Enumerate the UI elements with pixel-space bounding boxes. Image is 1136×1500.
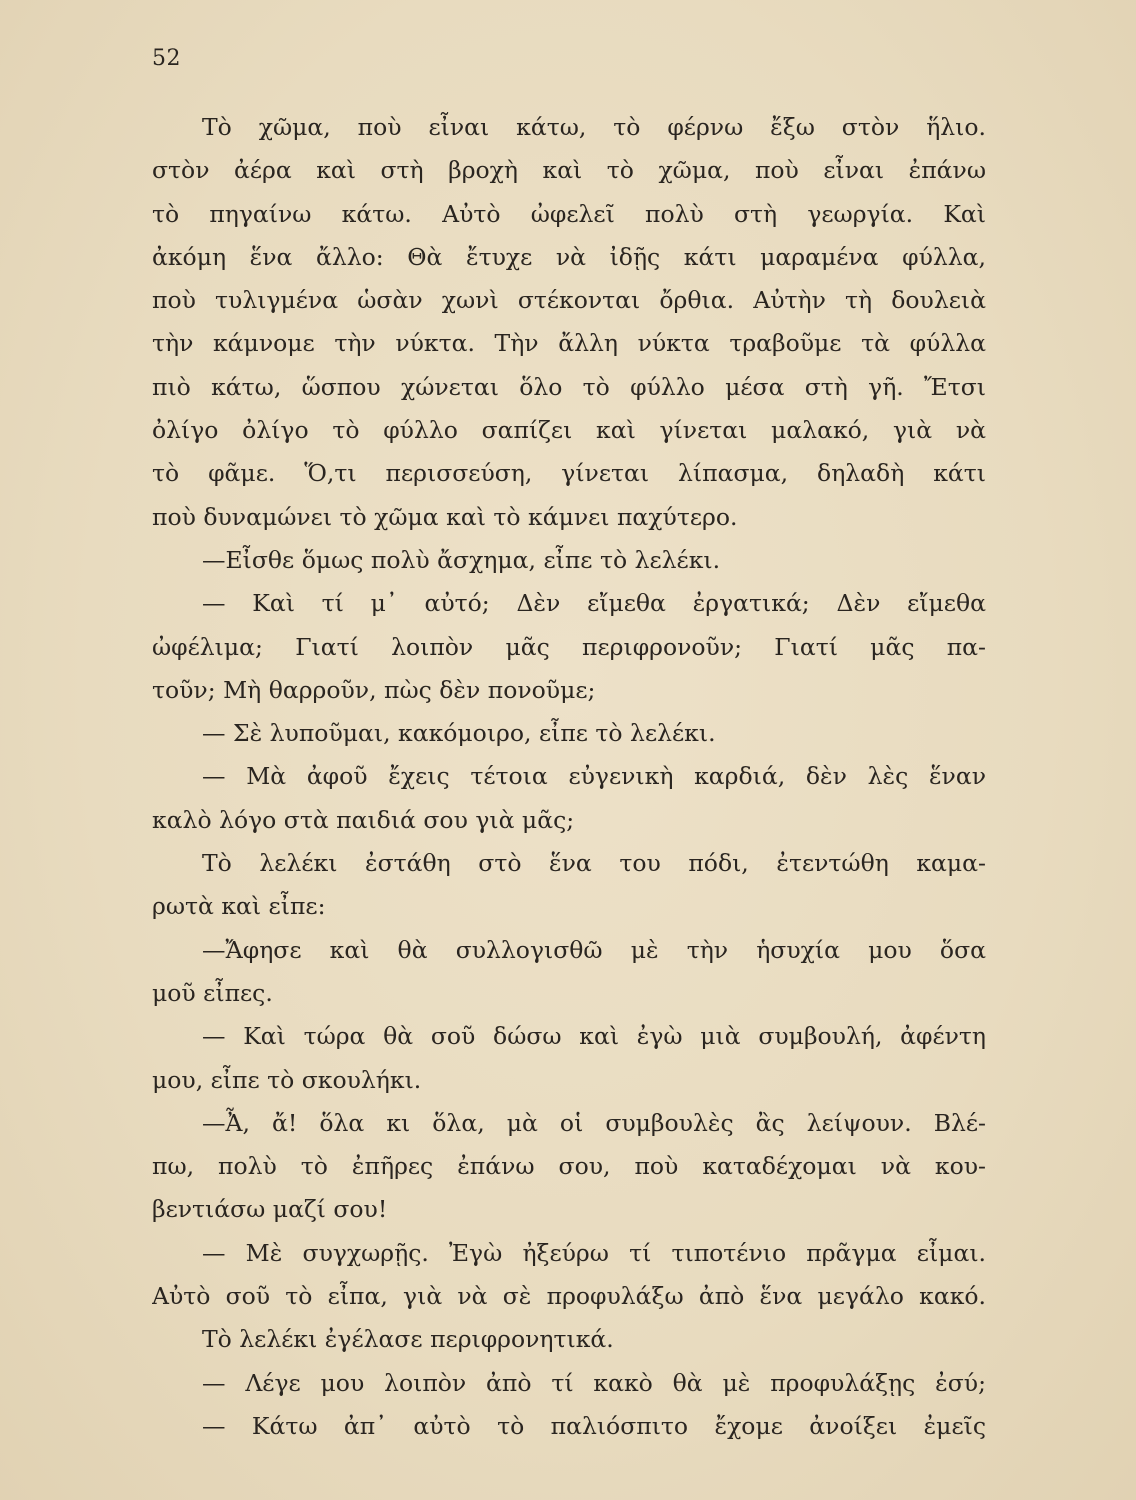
text-line: πω, πολὺ τὸ ἐπῆρες ἐπάνω σου, ποὺ καταδέχομαι νὰ κου-	[152, 1152, 986, 1181]
text-line: βεντιάσω μαζί σου!	[152, 1195, 388, 1224]
text-line: ὀλίγο ὀλίγο τὸ φύλλο σαπίζει καὶ γίνεται μαλακό, γιὰ νὰ	[152, 416, 986, 445]
text-line: —Ἄφησε καὶ θὰ συλλογισθῶ μὲ τὴν ἡσυχία μου ὅσα	[202, 935, 986, 964]
text-line: — Κάτω ἀπ᾿ αὐτὸ τὸ παλιόσπιτο ἔχομε ἀνοίξει ἐμεῖς	[202, 1411, 986, 1440]
text-line: τοῦν; Μὴ θαρροῦν, πὼς δὲν πονοῦμε;	[152, 675, 596, 704]
text-line: στὸν ἀέρα καὶ στὴ βροχὴ καὶ τὸ χῶμα, ποὺ εἶναι ἐπάνω	[152, 156, 986, 185]
text-line: Τὸ λελέκι ἐστάθη στὸ ἕνα του πόδι, ἐτεντώθη καμα-	[202, 849, 986, 878]
text-line: — Μὲ συγχωρῇς. Ἐγὼ ἠξεύρω τί τιποτένιο πρᾶγμα εἶμαι.	[202, 1238, 986, 1267]
text-line: ποὺ τυλιγμένα ὡσὰν χωνὶ στέκονται ὄρθια. Αὐτὴν τὴ δουλειὰ	[152, 286, 986, 315]
text-line: καλὸ λόγο στὰ παιδιά σου γιὰ μᾶς;	[152, 805, 575, 834]
page-number: 52	[152, 46, 181, 71]
text-line: ἀκόμη ἕνα ἄλλο: Θὰ ἔτυχε νὰ ἰδῇς κάτι μαραμένα φύλλα,	[152, 242, 986, 271]
text-line: τὸ πηγαίνω κάτω. Αὐτὸ ὠφελεῖ πολὺ στὴ γεωργία. Καὶ	[152, 199, 986, 228]
text-line: μου, εἶπε τὸ σκουλήκι.	[152, 1065, 422, 1094]
text-line: τὴν κάμνομε τὴν νύκτα. Τὴν ἄλλη νύκτα τραβοῦμε τὰ φύλλα	[152, 329, 986, 358]
text-line: —Ἆ, ἄ! ὅλα κι ὅλα, μὰ οἱ συμβουλὲς ἂς λείψουν. Βλέ-	[202, 1108, 986, 1137]
text-line: ὠφέλιμα; Γιατί λοιπὸν μᾶς περιφρονοῦν; Γιατί μᾶς πα-	[152, 632, 986, 661]
text-line: μοῦ εἶπες.	[152, 978, 273, 1007]
text-line: Τὸ χῶμα, ποὺ εἶναι κάτω, τὸ φέρνω ἔξω στὸν ἥλιο.	[202, 113, 986, 141]
text-line: ποὺ δυναμώνει τὸ χῶμα καὶ τὸ κάμνει παχύτερο.	[152, 502, 738, 531]
text-line: Τὸ λελέκι ἐγέλασε περιφρονητικά.	[202, 1325, 614, 1354]
text-line: — Καὶ τί μ᾿ αὐτό; Δὲν εἴμεθα ἐργατικά; Δὲν εἴμεθα	[202, 589, 986, 618]
text-line: — Λέγε μου λοιπὸν ἀπὸ τί κακὸ θὰ μὲ προφυλάξῃς ἐσύ;	[202, 1368, 986, 1397]
text-line: — Μὰ ἀφοῦ ἔχεις τέτοια εὐγενικὴ καρδιά, δὲν λὲς ἕναν	[202, 762, 986, 791]
text-line: τὸ φᾶμε. Ὅ,τι περισσεύση, γίνεται λίπασμα, δηλαδὴ κάτι	[152, 459, 986, 488]
text-line: πιὸ κάτω, ὥσπου χώνεται ὅλο τὸ φύλλο μέσα στὴ γῆ. Ἔτσι	[152, 372, 986, 401]
text-line: ρωτὰ καὶ εἶπε:	[152, 892, 326, 921]
text-line: Αὐτὸ σοῦ τὸ εἶπα, γιὰ νὰ σὲ προφυλάξω ἀπὸ ἕνα μεγάλο κακό.	[152, 1282, 986, 1311]
text-line: —Εἶσθε ὅμως πολὺ ἄσχημα, εἶπε τὸ λελέκι.	[202, 545, 721, 574]
text-line: — Σὲ λυποῦμαι, κακόμοιρο, εἶπε τὸ λελέκι.	[202, 719, 716, 748]
page-text	[152, 106, 986, 1448]
text-line: — Καὶ τώρα θὰ σοῦ δώσω καὶ ἐγὼ μιὰ συμβουλή, ἀφέντη	[202, 1022, 986, 1051]
